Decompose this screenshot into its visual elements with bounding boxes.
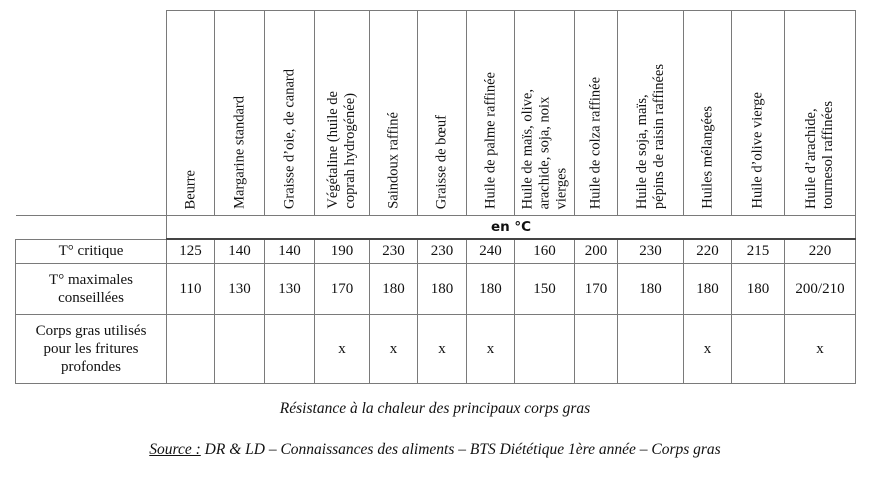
source-text: DR & LD – Connaissances des aliments – BTS Diététique 1ère année – Corps gras (200, 441, 721, 458)
column-header-label: Saindoux raffiné (385, 112, 401, 209)
column-header-label: Huile de maïs, olive, arachide, soja, noix vierges (519, 88, 569, 209)
column-header-label: Huile d’arachide, tournesol raffinées (803, 100, 836, 209)
table-cell: 200 (575, 239, 618, 264)
column-header-label: Margarine standard (231, 96, 247, 209)
table-cell (265, 315, 315, 384)
column-header-label: Beurre (182, 169, 198, 209)
column-header (732, 11, 785, 216)
table-cell: 140 (215, 239, 265, 264)
table-cell: 180 (732, 264, 785, 315)
empty-corner-cell (16, 216, 167, 240)
table-cell: x (315, 315, 370, 384)
table-cell: 130 (265, 264, 315, 315)
table-cell (732, 315, 785, 384)
table-cell: 220 (785, 239, 856, 264)
column-header-label: Huile de soja, maïs, pépins de raisin raffinées (633, 63, 667, 209)
column-header (467, 11, 515, 216)
table-cell: 170 (575, 264, 618, 315)
table-cell: 180 (370, 264, 418, 315)
column-header-label: Graisse d’oie, de canard (281, 68, 297, 209)
table-cell: 140 (265, 239, 315, 264)
table-cell: 220 (684, 239, 732, 264)
column-header (215, 11, 265, 216)
column-header (785, 11, 856, 216)
column-header-row (16, 11, 856, 216)
column-header (370, 11, 418, 216)
table-cell: 130 (215, 264, 265, 315)
table-cell: 170 (315, 264, 370, 315)
table-row (16, 264, 856, 315)
heat-resistance-table (15, 10, 856, 384)
table-cell: x (418, 315, 467, 384)
table-cell: 180 (418, 264, 467, 315)
table-cell: 180 (467, 264, 515, 315)
empty-corner-cell (16, 11, 167, 216)
table-cell: x (370, 315, 418, 384)
table-cell: 180 (618, 264, 684, 315)
row-label: Corps gras utilisés pour les fritures profondes (16, 315, 167, 384)
table-row (16, 315, 856, 384)
table-cell: x (785, 315, 856, 384)
table-cell (575, 315, 618, 384)
row-label: T° critique (16, 239, 167, 264)
table-cell: 125 (167, 239, 215, 264)
column-header (515, 11, 575, 216)
table-cell: 240 (467, 239, 515, 264)
column-header-label: Huile d’olive vierge (749, 92, 766, 209)
table-cell: 230 (618, 239, 684, 264)
table-cell: 110 (167, 264, 215, 315)
table-cell: 230 (370, 239, 418, 264)
table-cell: 190 (315, 239, 370, 264)
table-cell: 180 (684, 264, 732, 315)
column-header (167, 11, 215, 216)
table-cell (167, 315, 215, 384)
column-header-label: Huile de palme raffinée (482, 71, 498, 209)
table-cell (618, 315, 684, 384)
column-header-label: Huiles mélangées (699, 106, 715, 209)
column-header (618, 11, 684, 216)
column-header (684, 11, 732, 216)
table-cell: 150 (515, 264, 575, 315)
unit-label: en °C (167, 216, 856, 240)
column-header-label: Végétaline (huile de coprah hydrogénée) (325, 91, 358, 209)
column-header (265, 11, 315, 216)
row-label: T° maximales conseillées (16, 264, 167, 315)
table-cell: 200/210 (785, 264, 856, 315)
unit-row (16, 216, 856, 240)
table-cell: 215 (732, 239, 785, 264)
column-header-label: Huile de colza raffinée (587, 76, 604, 209)
table-cell: x (467, 315, 515, 384)
column-header (418, 11, 467, 216)
column-header (575, 11, 618, 216)
source-label: Source : (149, 441, 201, 458)
table-cell (515, 315, 575, 384)
table-cell: 230 (418, 239, 467, 264)
table-cell: 160 (515, 239, 575, 264)
table-row (16, 239, 856, 264)
source-line (0, 441, 870, 459)
column-header (315, 11, 370, 216)
table-cell: x (684, 315, 732, 384)
table-cell (215, 315, 265, 384)
table-caption: Résistance à la chaleur des principaux corps gras (279, 400, 591, 417)
column-header-label: Graisse de bœuf (433, 114, 450, 209)
